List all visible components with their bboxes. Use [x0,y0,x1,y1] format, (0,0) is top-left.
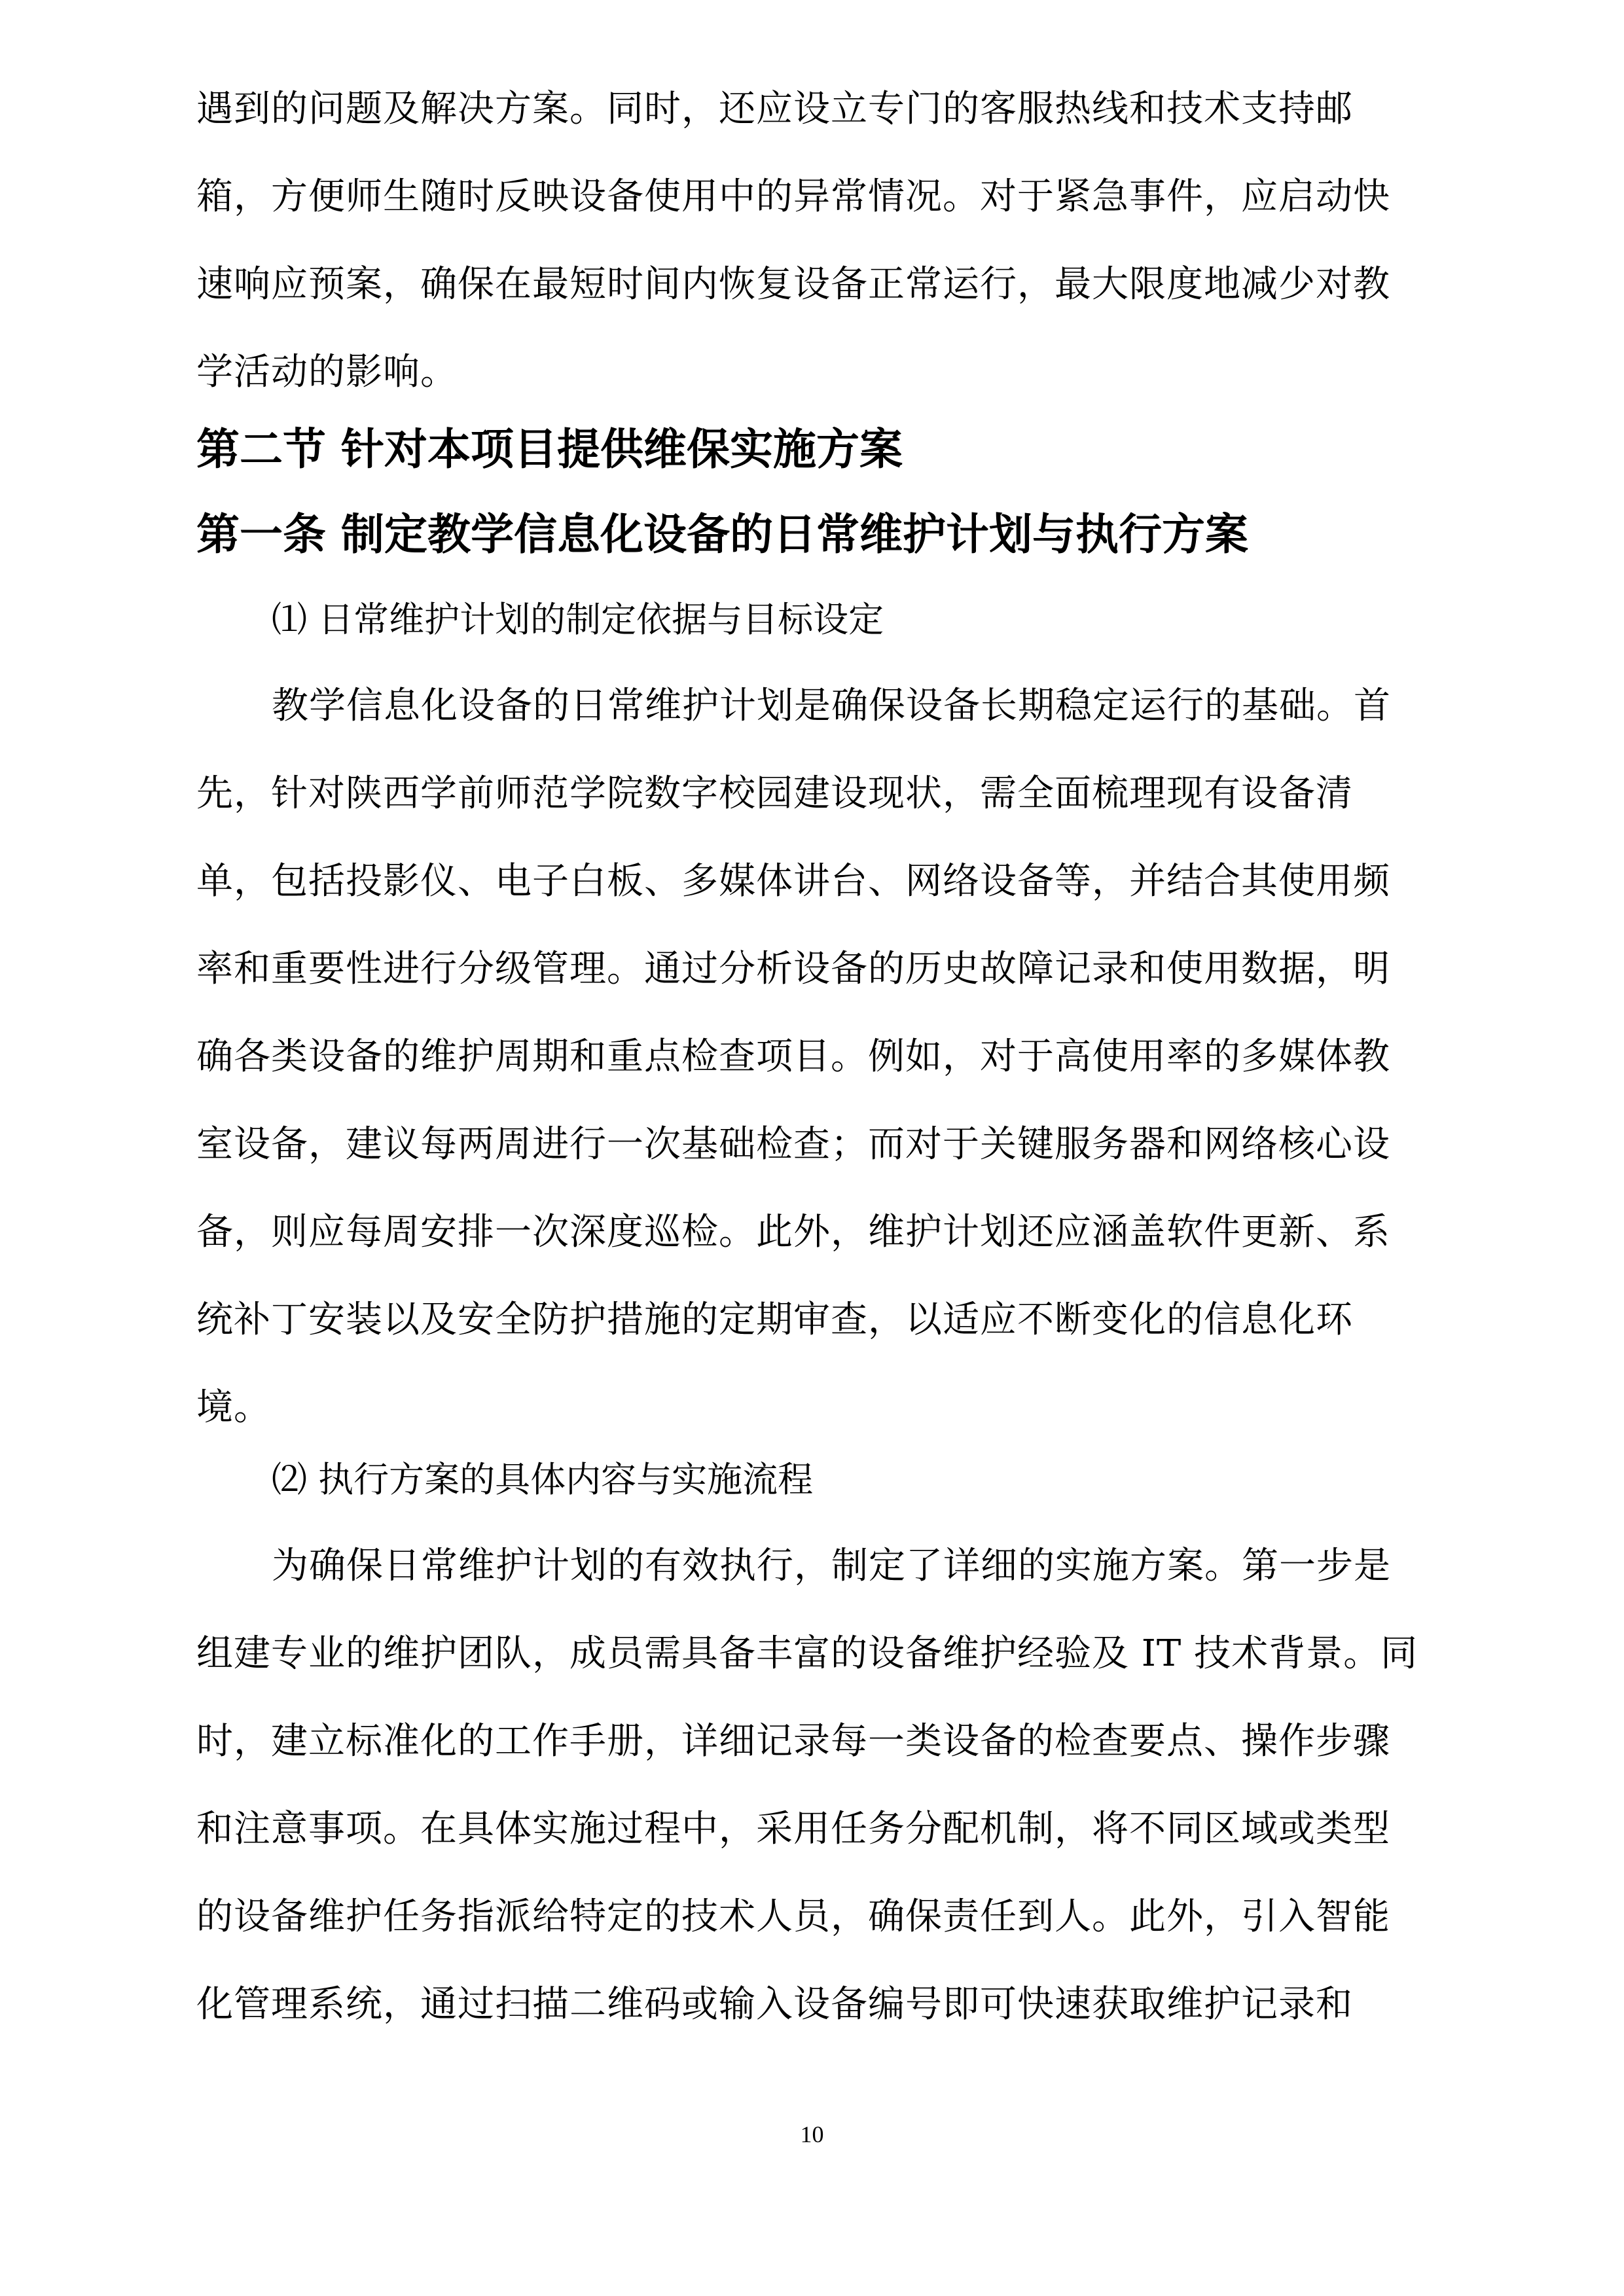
subsection-1-paragraph: 教学信息化设备的日常维护计划是确保设备长期稳定运行的基础。首先，针对陕西学前师范学院数字校园建设现状，需全面梳理现有设备清单，包括投影仪、电子白板、多媒体讲台、网络设备等，并结合其使用频率和重要性进行分级管理。通过分析设备的历史故障记录和使用数据，明确各类设备的维护周期和重点检查项目。例如，对于高使用率的多媒体教室设备，建议每两周进行一次基础检查；而对于关键服务器和网络核心设备，则应每周安排一次深度巡检。此外，维护计划还应涵盖软件更新、系统补丁安装以及安全防护措施的定期审查，以适应不断变化的信息化环境。 [196,685,1391,1429]
page-number: 10 [800,2121,824,2147]
continued-paragraph: 遇到的问题及解决方案。同时，还应设立专门的客服热线和技术支持邮箱，方便师生随时反映设备使用中的异常情况。对于紧急事件，应启动快速响应预案，确保在最短时间内恢复设备正常运行，最大限度地减少对教学活动的影响。 [196,88,1390,393]
subsection-1-title: ⑴ 日常维护计划的制定依据与目标设定 [272,599,884,640]
article-heading: 第一条 制定教学信息化设备的日常维护计划与执行方案 [196,509,1248,560]
subsection-2-title: ⑵ 执行方案的具体内容与实施流程 [272,1459,814,1500]
subsection-2-paragraph: 为确保日常维护计划的有效执行，制定了详细的实施方案。第一步是组建专业的维护团队，成员需具备丰富的设备维护经验及 IT 技术背景。同时，建立标准化的工作手册，详细记录每一类设备的检查要点、操作步骤和注意事项。在具体实施过程中，采用任务分配机制，将不同区域或类型的设备维护任务指派给特定的技术人员，确保责任到人。此外，引入智能化管理系统，通过扫描二维码或输入设备编号即可快速获取维护记录和 [196,1545,1418,2026]
section-heading: 第二节 针对本项目提供维保实施方案 [196,424,903,475]
